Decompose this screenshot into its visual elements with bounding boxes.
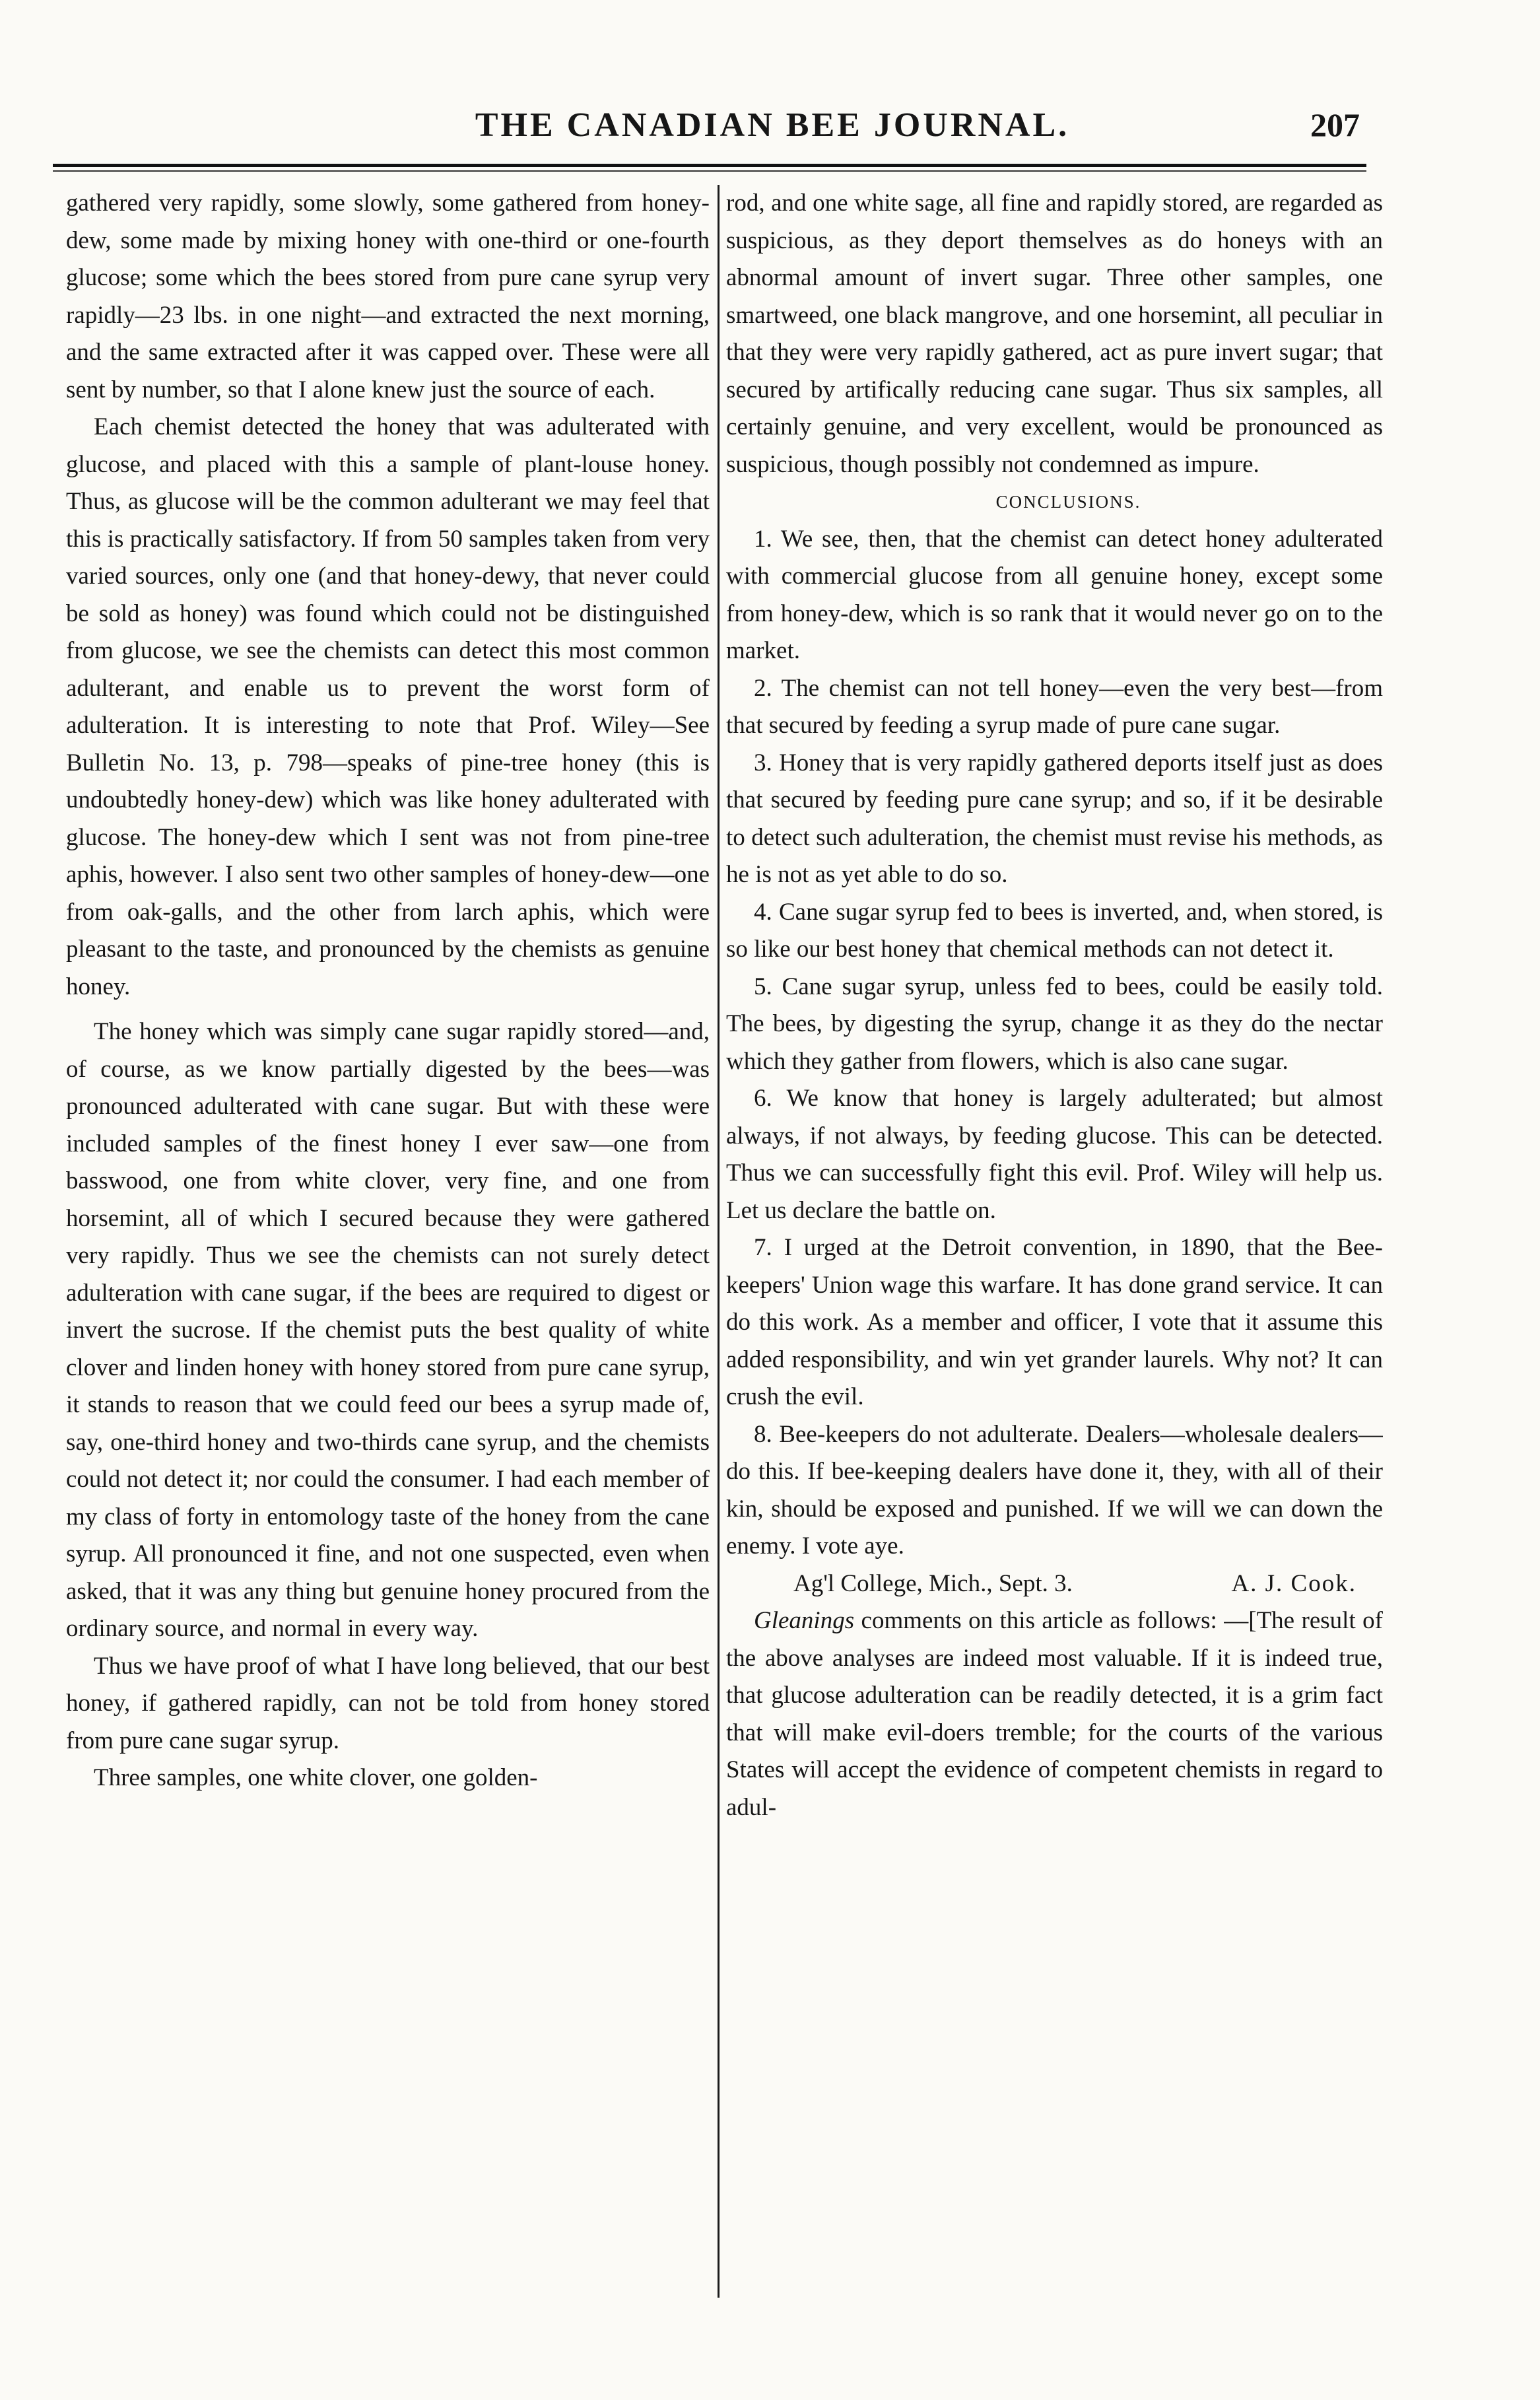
- gleanings-title: Gleanings: [754, 1607, 855, 1634]
- column-divider: [718, 185, 720, 2298]
- gleanings-paragraph: [726, 1602, 1383, 1826]
- left-paragraph-2: Each chemist detected the honey that was adulterated with glucose, and placed with this a sample of plant-louse honey. Thus, as glucose will be the common adulterant we may feel that this is practically satisfactory. If from 50 samples taken from very varied sources, only one (and that honey-dewy, that never could be sold as honey) was found which could not be distinguished from glucose, we see the chemists can detect this most common adulterant, and enable us to prevent the worst form of adulteration. It is interesting to note that Prof. Wiley—See Bulletin No. 13, p. 798—speaks of pine-tree honey (this is undoubtedly honey-dew) which was like honey adulterated with glucose. The honey-dew which I sent was not from pine-tree aphis, however. I also sent two other samples of honey-dew—one from oak-galls, and the other from larch aphis, which were pleasant to the taste, and pronounced by the chemists as genuine honey.: [66, 413, 710, 1000]
- header-rule-thin: [53, 170, 1366, 172]
- conclusion-8: 8. Bee-keepers do not adulterate. Dealers—wholesale dealers—do this. If bee-keeping dealers have done it, they, with all of their kin, should be exposed and punished. If we will we can down the enemy. I vote aye.: [726, 1420, 1383, 1560]
- page-header: [59, 106, 1380, 158]
- left-paragraph-1: gathered very rapidly, some slowly, some gathered from honey-dew, some made by mixing honey with one-third or one-fourth glucose; some which the bees stored from pure cane syrup very rapidly—23 lbs. in one night—and extracted the next morning, and the same extracted after it was capped over. These were all sent by number, so that I alone knew just the source of each.: [66, 189, 710, 403]
- conclusion-7: 7. I urged at the Detroit convention, in 1890, that the Bee-keepers' Union wage this warfare. It has done grand service. It can do this work. As a member and officer, I vote that it assume this added responsibility, and win yet grander laurels. Why not? It can crush the evil.: [726, 1234, 1383, 1410]
- signature-line: [726, 1565, 1383, 1603]
- right-column: [726, 185, 1383, 2298]
- signature-name: A. J. Cook.: [1231, 1569, 1356, 1597]
- conclusions-heading: CONCLUSIONS.: [995, 492, 1141, 512]
- running-head: THE CANADIAN BEE JOURNAL.: [475, 106, 1070, 144]
- gleanings-text: comments on this article as follows: —[The result of the above analyses are indeed most valuable. If it is indeed true, that glucose adulteration can be readily detected, it is a grim fact that will make evil-doers tremble; for the courts of the various States will accept the evidence of competent chemists in regard to adul-: [726, 1607, 1383, 1821]
- conclusion-3: 3. Honey that is very rapidly gathered deports itself just as does that secured by feeding pure cane syrup; and so, if it be desirable to detect such adulteration, the chemist must revise his methods, as he is not as yet able to do so.: [726, 749, 1383, 888]
- left-paragraph-5: Three samples, one white clover, one golden-: [94, 1764, 538, 1791]
- signature-place: Ag'l College, Mich., Sept. 3.: [793, 1569, 1073, 1597]
- conclusion-1: 1. We see, then, that the chemist can detect honey adulterated with commercial glucose from all genuine honey, except some from honey-dew, which is so rank that it would never go on to the market.: [726, 525, 1383, 664]
- page-number: 207: [1310, 106, 1360, 143]
- left-paragraph-3: The honey which was simply cane sugar rapidly stored—and, of course, as we know partially digested by the bees—was pronounced adulterated with cane sugar. But with these were included samples of the finest honey I ever saw—one from basswood, one from white clover, very fine, and one from horsemint, all of which I secured because they were gathered very rapidly. Thus we see the chemists can not surely detect adulteration with cane sugar, if the bees are required to digest or invert the sucrose. If the chemist puts the best quality of white clover and linden honey with honey stored from pure cane syrup, it stands to reason that we could feed our bees a syrup made of, say, one-third honey and two-thirds cane syrup, and the chemists could not detect it; nor could the consumer. I had each member of my class of forty in entomology taste of the honey from the cane syrup. All pronounced it fine, and not one suspected, even when asked, that it was any thing but genuine honey procured from the ordinary source, and normal in every way.: [66, 1018, 710, 1642]
- conclusion-6: 6. We know that honey is largely adulterated; but almost always, if not always, by feeding glucose. This can be detected. Thus we can successfully fight this evil. Prof. Wiley will help us. Let us declare the battle on.: [726, 1085, 1383, 1224]
- left-column: [66, 185, 710, 2298]
- header-rule-thick: [53, 164, 1366, 167]
- conclusion-2: 2. The chemist can not tell honey—even the very best—from that secured by feeding a syrup made of pure cane sugar.: [726, 674, 1383, 739]
- right-paragraph-1: rod, and one white sage, all fine and rapidly stored, are regarded as suspicious, as they deport themselves as do honeys with an abnormal amount of invert sugar. Three other samples, one smartweed, one black mangrove, and one horsemint, all peculiar in that they were very rapidly gathered, act as pure invert sugar; that secured by artifically reducing cane sugar. Thus six samples, all certainly genuine, and very excellent, would be pronounced as suspicious, though possibly not condemned as impure.: [726, 189, 1383, 478]
- left-paragraph-4: Thus we have proof of what I have long believed, that our best honey, if gathered rapidly, can not be told from honey stored from pure cane sugar syrup.: [66, 1652, 710, 1754]
- conclusion-5: 5. Cane sugar syrup, unless fed to bees, could be easily told. The bees, by digesting the syrup, change it as they do the nectar which they gather from flowers, which is also cane sugar.: [726, 973, 1383, 1075]
- conclusion-4: 4. Cane sugar syrup fed to bees is inverted, and, when stored, is so like our best honey that chemical methods can not detect it.: [726, 898, 1383, 963]
